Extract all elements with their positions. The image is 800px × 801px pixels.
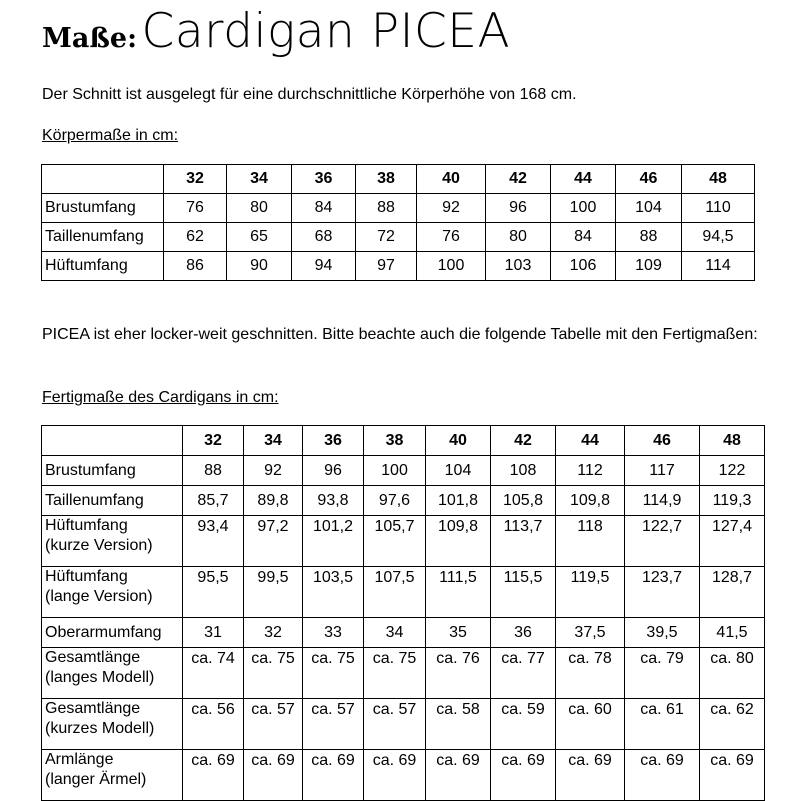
size-header-cell: 38 (356, 165, 417, 194)
value-cell: 127,4 (700, 516, 765, 567)
size-header-cell: 40 (426, 426, 491, 456)
value-cell: 84 (551, 223, 616, 252)
title-prefix: Maße: (42, 23, 138, 54)
value-cell: ca. 58 (426, 699, 491, 750)
value-cell: 80 (227, 194, 292, 223)
value-cell: ca. 69 (244, 750, 303, 801)
value-cell: ca. 75 (303, 648, 364, 699)
value-cell: 106 (551, 252, 616, 281)
table-row (42, 456, 765, 486)
value-cell: 88 (183, 456, 244, 486)
value-cell: 100 (364, 456, 426, 486)
value-cell: 93,8 (303, 486, 364, 516)
table-row (42, 699, 765, 750)
value-cell: ca. 61 (625, 699, 700, 750)
value-cell: 99,5 (244, 567, 303, 618)
value-cell: 101,8 (426, 486, 491, 516)
table-row (42, 194, 755, 223)
value-cell: 96 (303, 456, 364, 486)
row-label-cell: Gesamtlänge (kurzes Modell) (42, 699, 183, 750)
value-cell: ca. 69 (700, 750, 765, 801)
size-header-cell: 44 (556, 426, 625, 456)
title-name: Cardigan PICEA (141, 4, 511, 59)
size-header-cell: 46 (625, 426, 700, 456)
value-cell: 85,7 (183, 486, 244, 516)
value-cell: 117 (625, 456, 700, 486)
size-header-cell: 32 (183, 426, 244, 456)
size-header-cell: 34 (227, 165, 292, 194)
value-cell: ca. 69 (556, 750, 625, 801)
value-cell: 86 (164, 252, 227, 281)
value-cell: 68 (292, 223, 356, 252)
value-cell: 94,5 (682, 223, 755, 252)
size-header-cell: 48 (682, 165, 755, 194)
finished-measurements-heading: Fertigmaße des Cardigans in cm: (42, 389, 279, 406)
value-cell: 34 (364, 618, 426, 648)
value-cell: ca. 69 (625, 750, 700, 801)
value-cell: 119,3 (700, 486, 765, 516)
value-cell: 33 (303, 618, 364, 648)
value-cell: ca. 79 (625, 648, 700, 699)
value-cell: ca. 56 (183, 699, 244, 750)
value-cell: 65 (227, 223, 292, 252)
value-cell: ca. 69 (364, 750, 426, 801)
value-cell: 62 (164, 223, 227, 252)
value-cell: 110 (682, 194, 755, 223)
size-header-cell: 34 (244, 426, 303, 456)
value-cell: 76 (164, 194, 227, 223)
value-cell: ca. 69 (183, 750, 244, 801)
size-header-cell: 42 (486, 165, 551, 194)
table-row (42, 648, 765, 699)
value-cell: ca. 57 (244, 699, 303, 750)
table-row (42, 618, 765, 648)
value-cell: 103,5 (303, 567, 364, 618)
value-cell: 119,5 (556, 567, 625, 618)
value-cell: ca. 57 (303, 699, 364, 750)
size-header-cell: 48 (700, 426, 765, 456)
value-cell: 104 (616, 194, 682, 223)
size-header-cell: 36 (303, 426, 364, 456)
finished-measurements-table (41, 425, 765, 801)
value-cell: 103 (486, 252, 551, 281)
value-cell: 80 (486, 223, 551, 252)
value-cell: 93,4 (183, 516, 244, 567)
value-cell: 107,5 (364, 567, 426, 618)
row-label-cell: Hüftumfang (kurze Version) (42, 516, 183, 567)
value-cell: 84 (292, 194, 356, 223)
value-cell: 31 (183, 618, 244, 648)
value-cell: 89,8 (244, 486, 303, 516)
value-cell: 92 (417, 194, 486, 223)
table-row (42, 486, 765, 516)
value-cell: 123,7 (625, 567, 700, 618)
header-corner-cell (42, 426, 183, 456)
value-cell: ca. 77 (491, 648, 556, 699)
value-cell: ca. 59 (491, 699, 556, 750)
value-cell: 105,7 (364, 516, 426, 567)
value-cell: ca. 57 (364, 699, 426, 750)
value-cell: ca. 69 (491, 750, 556, 801)
value-cell: 72 (356, 223, 417, 252)
table-header-row (42, 165, 755, 194)
size-header-cell: 40 (417, 165, 486, 194)
value-cell: 111,5 (426, 567, 491, 618)
value-cell: 95,5 (183, 567, 244, 618)
table-row (42, 750, 765, 801)
value-cell: 32 (244, 618, 303, 648)
value-cell: 113,7 (491, 516, 556, 567)
value-cell: ca. 69 (303, 750, 364, 801)
value-cell: 97,6 (364, 486, 426, 516)
size-header-cell: 36 (292, 165, 356, 194)
value-cell: 109,8 (426, 516, 491, 567)
value-cell: 128,7 (700, 567, 765, 618)
body-measurements-table (41, 164, 755, 281)
value-cell: ca. 62 (700, 699, 765, 750)
size-header-cell: 44 (551, 165, 616, 194)
value-cell: 37,5 (556, 618, 625, 648)
value-cell: 109 (616, 252, 682, 281)
table-row (42, 516, 765, 567)
page-title (42, 4, 510, 59)
value-cell: 100 (417, 252, 486, 281)
row-label-cell: Taillenumfang (42, 486, 183, 516)
value-cell: ca. 76 (426, 648, 491, 699)
value-cell: 41,5 (700, 618, 765, 648)
size-header-cell: 46 (616, 165, 682, 194)
row-label-cell: Armlänge (langer Ärmel) (42, 750, 183, 801)
value-cell: 96 (486, 194, 551, 223)
value-cell: 90 (227, 252, 292, 281)
value-cell: 115,5 (491, 567, 556, 618)
value-cell: ca. 75 (244, 648, 303, 699)
value-cell: 94 (292, 252, 356, 281)
value-cell: 122,7 (625, 516, 700, 567)
value-cell: ca. 60 (556, 699, 625, 750)
value-cell: 35 (426, 618, 491, 648)
row-label-cell: Gesamtlänge (langes Modell) (42, 648, 183, 699)
value-cell: 122 (700, 456, 765, 486)
value-cell: 76 (417, 223, 486, 252)
intro-text: Der Schnitt ist ausgelegt für eine durchschnittliche Körperhöhe von 168 cm. (42, 86, 577, 103)
size-header-cell: 32 (164, 165, 227, 194)
row-label-cell: Hüftumfang (42, 252, 164, 281)
value-cell: 118 (556, 516, 625, 567)
value-cell: ca. 74 (183, 648, 244, 699)
value-cell: ca. 69 (426, 750, 491, 801)
table-row (42, 252, 755, 281)
row-label-cell: Hüftumfang (lange Version) (42, 567, 183, 618)
header-corner-cell (42, 165, 164, 194)
value-cell: ca. 75 (364, 648, 426, 699)
size-header-cell: 38 (364, 426, 426, 456)
value-cell: 108 (491, 456, 556, 486)
value-cell: 88 (356, 194, 417, 223)
value-cell: 105,8 (491, 486, 556, 516)
value-cell: 109,8 (556, 486, 625, 516)
fit-note-text: PICEA ist eher locker-weit geschnitten. Bitte beachte auch die folgende Tabelle mit den Fertigmaßen: (42, 326, 758, 343)
row-label-cell: Taillenumfang (42, 223, 164, 252)
value-cell: 104 (426, 456, 491, 486)
value-cell: 112 (556, 456, 625, 486)
value-cell: ca. 80 (700, 648, 765, 699)
value-cell: 97,2 (244, 516, 303, 567)
row-label-cell: Brustumfang (42, 456, 183, 486)
value-cell: 114 (682, 252, 755, 281)
value-cell: 100 (551, 194, 616, 223)
table-header-row (42, 426, 765, 456)
value-cell: 92 (244, 456, 303, 486)
value-cell: 97 (356, 252, 417, 281)
row-label-cell: Brustumfang (42, 194, 164, 223)
row-label-cell: Oberarmumfang (42, 618, 183, 648)
value-cell: 114,9 (625, 486, 700, 516)
size-header-cell: 42 (491, 426, 556, 456)
value-cell: 36 (491, 618, 556, 648)
value-cell: 101,2 (303, 516, 364, 567)
value-cell: 39,5 (625, 618, 700, 648)
value-cell: ca. 78 (556, 648, 625, 699)
table-row (42, 223, 755, 252)
body-measurements-heading: Körpermaße in cm: (42, 127, 179, 144)
value-cell: 88 (616, 223, 682, 252)
table-row (42, 567, 765, 618)
